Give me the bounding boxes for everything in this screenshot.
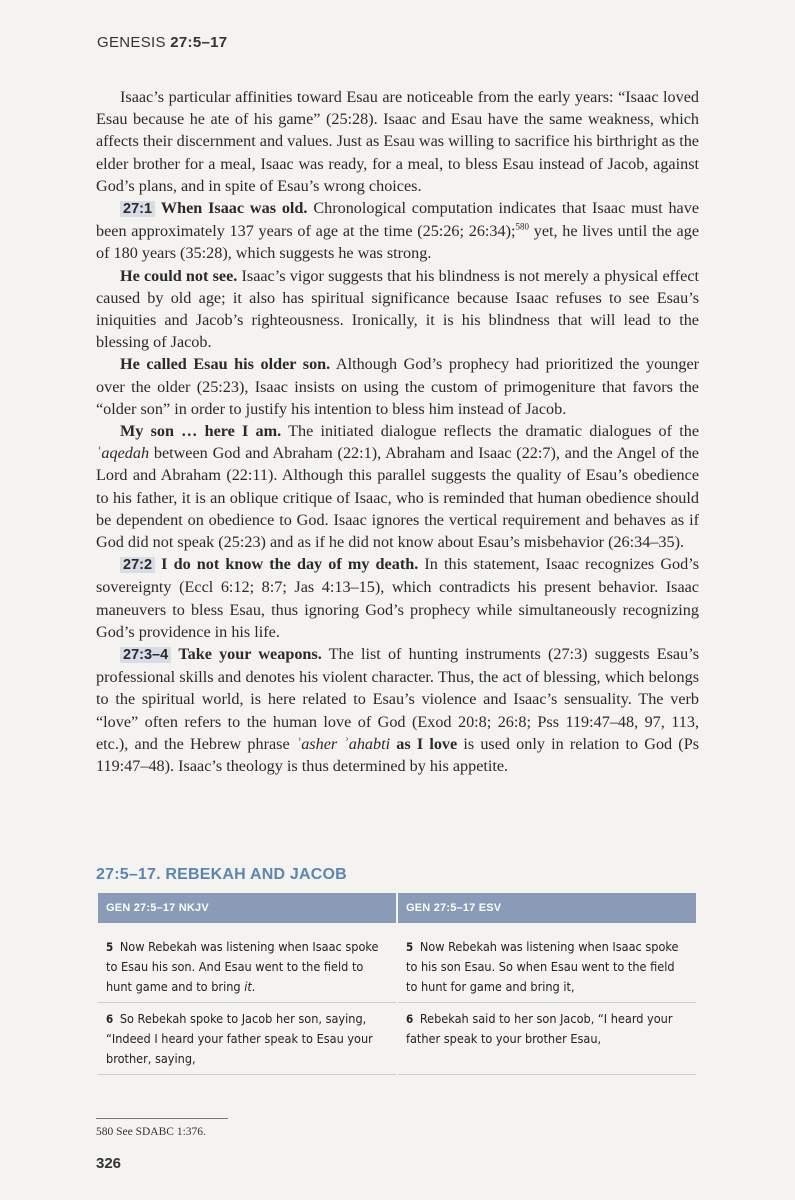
footnote-divider (96, 1118, 228, 1119)
paragraph-text: yet, he lives until the age of 180 years (35:28), which suggests he was strong. (96, 222, 700, 263)
lemma: He could not see. (120, 266, 238, 285)
paragraph-text: The initiated dialogue reflects the dramatic dialogues of the (288, 422, 699, 441)
paragraph-text: between God and Abraham (22:1), Abraham and Isaac (22:7), and the Angel of the Lord and Abraham (22:11). Although this parallel suggests the quality of Esau’s obedience to his father, it is an oblique critique of Isaac, who is reminded that human obedience should be dependent on obedience to God. Isaac ignores the vertical requirement and behaves as if God did not speak (25:23) and as if he did not know about Esau’s misbehavior (26:34–35). (96, 444, 699, 552)
lemma: He called Esau his older son. (120, 355, 331, 374)
lemma: My son … here I am. (120, 422, 282, 441)
verse-italic: it (244, 979, 252, 994)
lemma: I do not know the day of my death. (161, 555, 419, 574)
verse-text: Now Rebekah was listening when Isaac spoke to his son Esau. So when Esau went to the field to hunt for game and bring it, (406, 939, 679, 994)
table-cell-esv (398, 1003, 696, 1075)
paragraph-older-son (96, 353, 699, 420)
verse-text: Now Rebekah was listening when Isaac spoke to Esau his son. And Esau went to the field to hunt game and to bring (106, 939, 379, 994)
verse-reference: 27:2 (120, 557, 155, 573)
table-cell-esv (398, 923, 696, 1003)
table-header-esv: GEN 27:5–17 ESV (398, 893, 696, 923)
running-head-book: GENESIS (97, 34, 166, 51)
running-head (97, 34, 227, 51)
paragraph-text: is used only in relation to God (Ps 119:47–48). Isaac’s theology is thus determined by his appetite. (96, 734, 699, 776)
lemma: Take your weapons. (178, 645, 322, 664)
page-number: 326 (96, 1155, 122, 1172)
paragraph-text: Chronological computation indicates that Isaac must have been approximately 137 years of age at the time (25:26; 26:34); (96, 199, 700, 241)
footnote: 580 See SDABC 1:376. (96, 1126, 206, 1138)
verse-reference: 27:3–4 (120, 647, 171, 663)
transliteration: ʿaqedah (96, 444, 150, 463)
bold-gloss: as I love (390, 734, 458, 753)
paragraph-text: In this statement, Isaac recognizes God’s sovereignty (Eccl 6:12; 8:7; Jas 4:13–15), which contradicts his present behavior. Isaac maneuvers to bless Esau, thus ignoring God’s prophecy while simultaneously recognizing God’s providence in his life. (96, 555, 700, 641)
paragraph-text: Isaac’s vigor suggests that his blindness is not merely a physical effect caused by old age; it also has spiritual significance because Isaac refuses to see Esau’s iniquities and Jacob’s righteousness. Ironically, it is his blindness that will lead to the blessing of Jacob. (96, 266, 700, 352)
transliteration: ʾasher ʾahabti (295, 734, 391, 753)
verse-text: Rebekah said to her son Jacob, “I heard your father speak to your brother Esau, (406, 1011, 673, 1046)
lemma: When Isaac was old. (160, 199, 308, 218)
table-header-row (98, 893, 696, 923)
paragraph-text: The list of hunting instruments (27:3) suggests Esau’s professional skills and denotes his violent character. Thus, the act of blessing, which belongs to the spiritual world, is here related to Esau’s violence and Isaac’s sensuality. The verb “love” often refers to the human love of God (Exod 20:8; 26:8; Pss 119:47–48, 97, 113, etc.), and the Hebrew phrase (96, 645, 699, 753)
table-row (98, 1003, 696, 1075)
paragraph-27-2 (96, 553, 699, 643)
paragraph-my-son (96, 420, 699, 553)
translation-comparison-table (96, 893, 698, 1075)
running-head-range: 27:5–17 (170, 34, 228, 51)
verse-number: 5 (106, 940, 114, 954)
commentary-body (96, 86, 699, 777)
section-title: 27:5–17. REBEKAH AND JACOB (96, 866, 347, 883)
table-header-nkjv: GEN 27:5–17 NKJV (98, 893, 396, 923)
paragraph-27-3-4 (96, 643, 699, 777)
verse-number: 6 (406, 1012, 414, 1026)
paragraph-text: Although God’s prophecy had prioritized the younger over the older (25:23), Isaac insists on using the custom of primogeniture that favors the “older son” in order to justify his intention to bless him instead of Jacob. (96, 355, 700, 418)
verse-reference: 27:1 (120, 201, 155, 217)
paragraph-intro (96, 86, 699, 197)
verse-number: 6 (106, 1012, 114, 1026)
paragraph-27-1 (96, 197, 699, 265)
verse-text: So Rebekah spoke to Jacob her son, saying, “Indeed I heard your father speak to Esau your brother, saying, (106, 1011, 373, 1066)
table-cell-nkjv (98, 1003, 396, 1075)
paragraph-text: Isaac’s particular affinities toward Esau are noticeable from the early years: “Isaac loved Esau because he ate of his game” (25:28). Isaac and Esau have the same weakness, which affects their discernment and values. Just as Esau was willing to sacrifice his birthright as the elder brother for a meal, Isaac was ready, for a meal, to bless Esau instead of Jacob, against God’s plans, and in spite of Esau’s wrong choices. (96, 88, 699, 195)
verse-number: 5 (406, 940, 414, 954)
paragraph-could-not-see (96, 265, 699, 354)
footnote-marker: 580 (515, 221, 530, 232)
table-row (98, 923, 696, 1003)
verse-text-end: . (251, 979, 256, 994)
table-cell-nkjv (98, 923, 396, 1003)
